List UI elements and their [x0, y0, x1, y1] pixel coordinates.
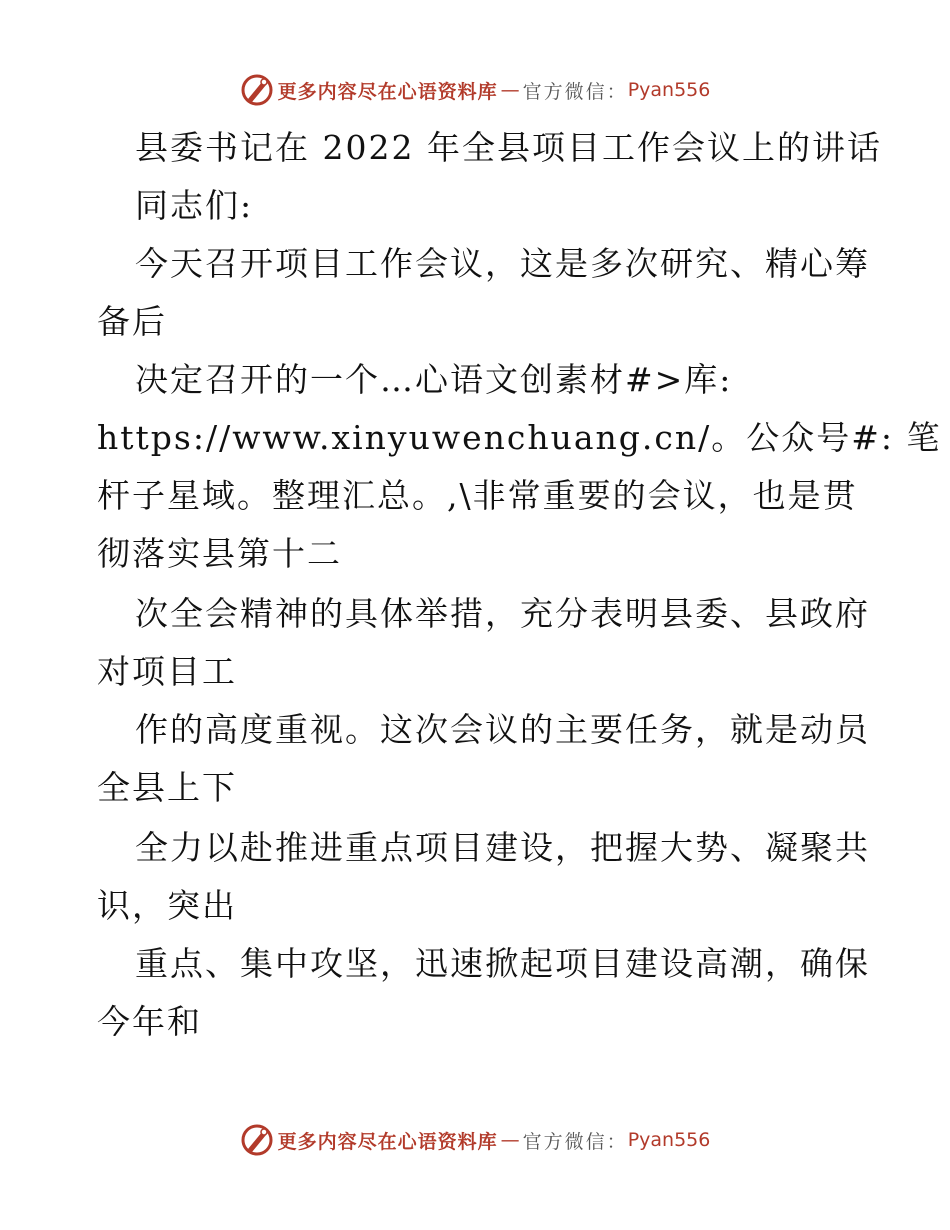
- paragraph-line: 备后: [97, 302, 167, 341]
- watermark-separator: —: [500, 1129, 520, 1151]
- footer-watermark: [0, 1120, 950, 1160]
- paragraph-line: 对项目工: [97, 652, 237, 691]
- watermark-wechat-id: Pyan556: [627, 79, 711, 101]
- paragraph-line: 次全会精神的具体举措，充分表明县委、县政府: [135, 594, 870, 633]
- paragraph-line: 识，突出: [97, 886, 237, 925]
- paragraph-line: 作的高度重视。这次会议的主要任务，就是动员: [135, 710, 870, 749]
- watermark-label: 官方微信：: [522, 80, 628, 103]
- paragraph-line: 决定召开的一个…心语文创素材#>库:: [135, 360, 733, 399]
- watermark-wechat-id: Pyan556: [627, 1129, 711, 1151]
- watermark-separator: —: [500, 79, 520, 101]
- header-watermark: [0, 70, 950, 110]
- paragraph-line: 全县上下: [97, 768, 237, 807]
- paragraph-line: 今年和: [97, 1002, 202, 1041]
- paragraph-line: https://www.xinyuwenchuang.cn/。公众号#: 笔: [97, 418, 942, 457]
- pen-logo-icon: [240, 73, 274, 107]
- salutation: 同志们:: [135, 186, 254, 225]
- paragraph-line: 彻落实县第十二: [97, 534, 342, 573]
- document-title: 县委书记在 2022 年全县项目工作会议上的讲话: [135, 128, 882, 167]
- watermark-brand: 更多内容尽在心语资料库: [277, 80, 498, 103]
- watermark-brand: 更多内容尽在心语资料库: [277, 1130, 498, 1153]
- paragraph-line: 重点、集中攻坚，迅速掀起项目建设高潮，确保: [135, 944, 870, 983]
- watermark-label: 官方微信：: [522, 1130, 628, 1153]
- paragraph-line: 全力以赴推进重点项目建设，把握大势、凝聚共: [135, 828, 870, 867]
- pen-logo-icon: [240, 1123, 274, 1157]
- paragraph-line: 今天召开项目工作会议，这是多次研究、精心筹: [135, 244, 870, 283]
- paragraph-line: 杆子星域。整理汇总。,\非常重要的会议，也是贯: [97, 476, 858, 515]
